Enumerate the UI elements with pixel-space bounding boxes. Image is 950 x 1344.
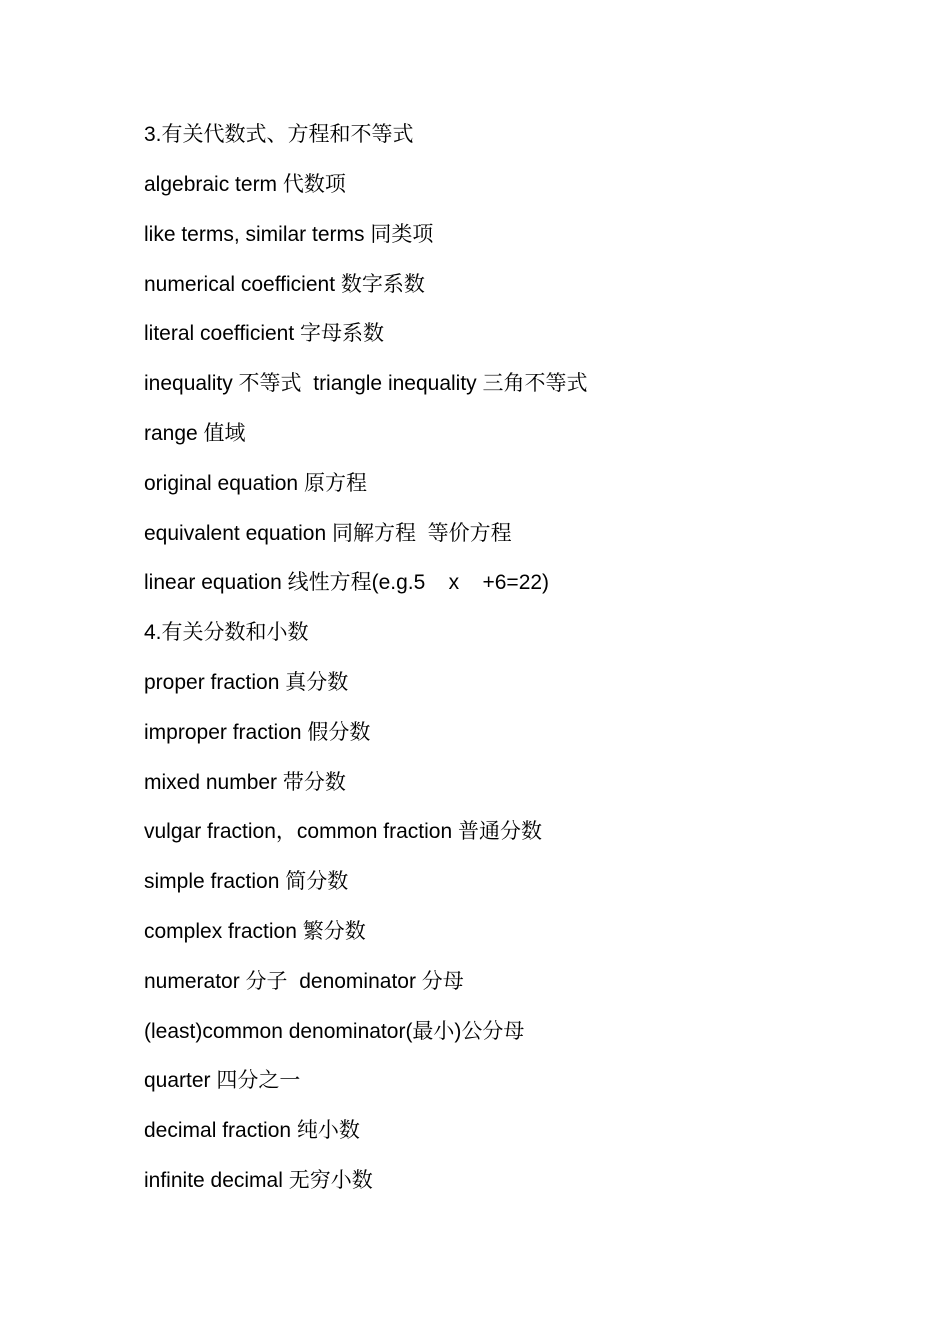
term-line: algebraic term 代数项 [144, 173, 346, 196]
term-line: original equation 原方程 [144, 472, 367, 495]
section-heading-fractions: 4.有关分数和小数 [144, 621, 309, 644]
term-line: equivalent equation 同解方程 等价方程 [144, 522, 512, 545]
term-line: proper fraction 真分数 [144, 671, 349, 694]
term-line: linear equation 线性方程(e.g.5 x +6=22) [144, 571, 550, 594]
section-heading-algebra: 3.有关代数式、方程和不等式 [144, 123, 414, 146]
term-line: decimal fraction 纯小数 [144, 1119, 360, 1142]
term-line: numerator 分子 denominator 分母 [144, 970, 464, 993]
term-line: range 值域 [144, 422, 246, 445]
term-line: vulgar fraction，common fraction 普通分数 [144, 820, 542, 843]
term-line: simple fraction 简分数 [144, 870, 349, 893]
term-line: like terms, similar terms 同类项 [144, 223, 434, 246]
term-line: infinite decimal 无穷小数 [144, 1169, 373, 1192]
term-line: (least)common denominator(最小)公分母 [144, 1020, 525, 1043]
term-line: literal coefficient 字母系数 [144, 322, 385, 345]
term-line: inequality 不等式 triangle inequality 三角不等式 [144, 372, 588, 395]
term-line: numerical coefficient 数字系数 [144, 273, 425, 296]
term-line: complex fraction 繁分数 [144, 920, 366, 943]
term-line: improper fraction 假分数 [144, 721, 371, 744]
term-line: mixed number 带分数 [144, 771, 346, 794]
term-line: quarter 四分之一 [144, 1069, 301, 1092]
